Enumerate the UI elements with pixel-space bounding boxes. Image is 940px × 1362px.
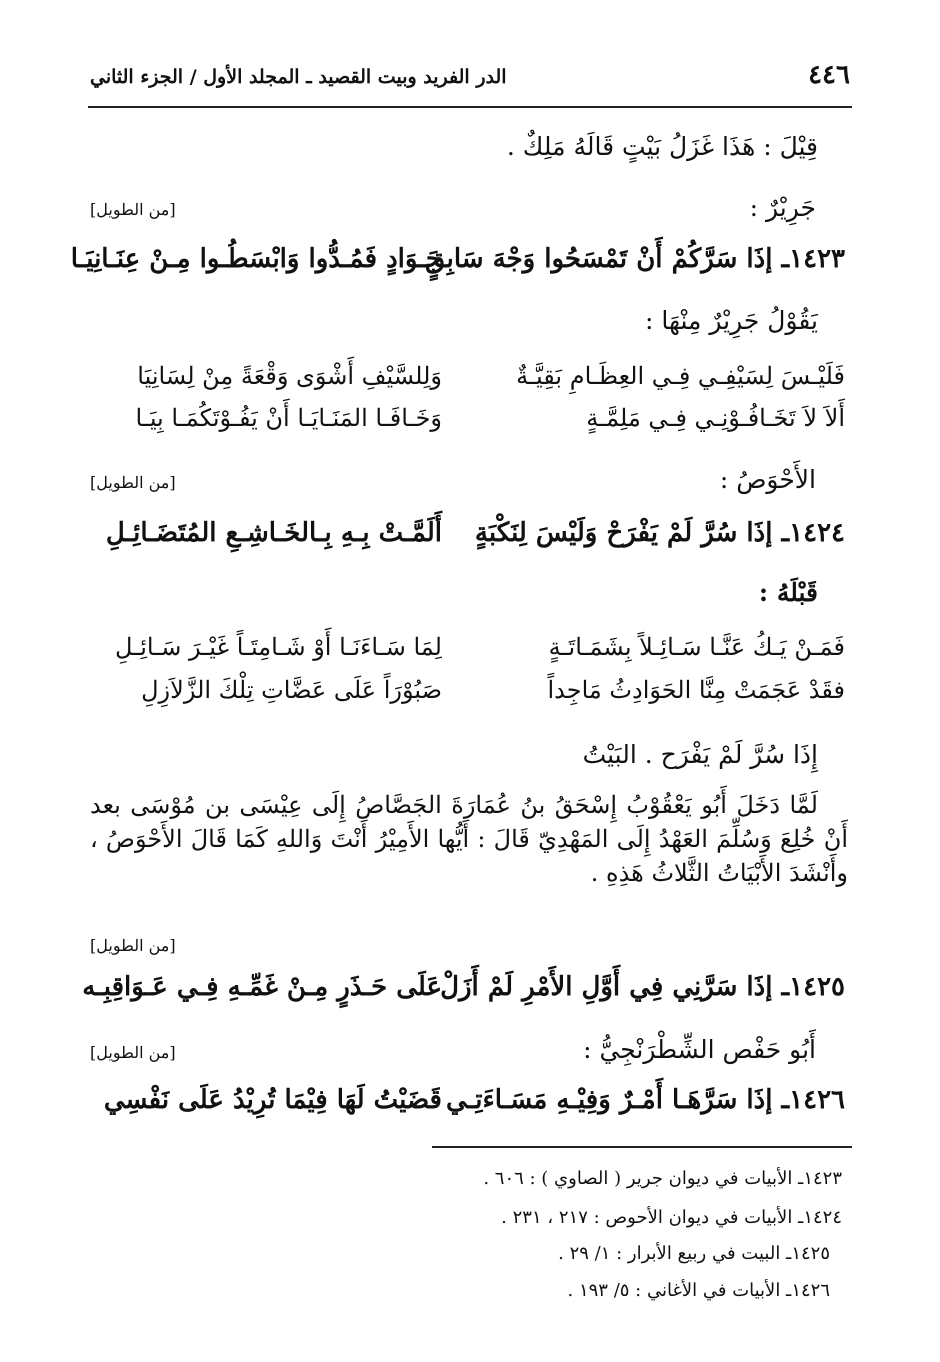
meter-label: [من الطويل] xyxy=(90,473,176,492)
narrative-paragraph xyxy=(90,788,848,890)
footnote: ١٤٢٣ـ الأبيات في ديوان جرير ( الصاوي ) : ٦٠٦ . xyxy=(483,1168,842,1189)
page-header xyxy=(90,60,850,100)
intro-line: قِيْلَ : هَذَا غَزَلُ بَيْتٍ قَالَهُ مَلِكٌ . xyxy=(506,132,818,161)
poet-name: جَرِيْرٌ : xyxy=(749,193,816,222)
footnote: ١٤٢٦ـ الأبيات في الأغاني : ٥/ ١٩٣ . xyxy=(567,1280,830,1301)
verse-1426-second-hemistich: قَضَيْتُ لَهَا فِيْمَا تُرِيْدُ عَلَى نَفْسِي xyxy=(103,1085,442,1115)
extra-verse-second: لِمَا سَـاءَنَـا أَوْ شَـامِتَـاً غَيْـرَ سَـائِـلِ xyxy=(115,633,442,661)
extra-verse-second: وَخَـافَـا المَنَـايَـا أَنْ يَفُـوْتَكُمَـا بِيَـا xyxy=(135,404,442,432)
poet-name: أَبُو حَفْص الشِّطْرَنْجِيُّ : xyxy=(583,1035,816,1064)
page-number: ٤٤٦ xyxy=(808,60,850,90)
verse-note: يَقُوْلُ جَرِيْرٌ مِنْهَا : xyxy=(644,306,818,335)
extra-verse-second: صَبُوْرَاً عَلَى عَضَّاتِ تِلْكَ الزَّلاَزِلِ xyxy=(141,676,442,704)
footnote: ١٤٢٥ـ البيت في ربيع الأبرار : ١/ ٢٩ . xyxy=(558,1243,830,1264)
verse-1424-second-hemistich: أَلَمَّـتْ بِـهِ بِـالخَـاشِـعِ المُتَضَـائِـلِ xyxy=(105,518,442,548)
verse-1425-second-hemistich: عَلَى حَـذَرٍ مِـنْ غَمِّـهِ فِـي عَـوَاقِبِـه xyxy=(82,972,442,1002)
meter-label: [من الطويل] xyxy=(90,200,176,219)
meter-label: [من الطويل] xyxy=(90,1043,176,1062)
meter-label: [من الطويل] xyxy=(90,936,176,955)
extra-verse-first: فَمَـنْ يَـكُ عَنَّـا سَـائِـلاً بِشَمَـاتَـةٍ xyxy=(548,633,845,661)
extra-verse-first: فَلَيْـسَ لِسَيْفِـي فِـي العِظَـامِ بَقِيَّـةٌ xyxy=(516,362,845,390)
extra-verse-second: وَلِلسَّيْفِ أَشْوَى وَقْعَةً مِنْ لِسَانِيَا xyxy=(137,362,442,390)
verse-note: قَبْلَهُ : xyxy=(758,578,818,607)
extra-verse-first: فقَدْ عَجَمَتْ مِنَّا الحَوَادِثُ مَاجِداً xyxy=(547,676,845,704)
header-rule xyxy=(88,106,852,108)
running-title: الدر الفريد وبيت القصيد ـ المجلد الأول / الجزء الثاني xyxy=(90,66,507,88)
verse-1423-first-hemistich: ١٤٢٣ـ إذَا سَرَّكُمْ أَنْ تَمْسَحُوا وَجْهَ سَابِقٍ xyxy=(424,244,845,274)
verse-1426-first-hemistich: ١٤٢٦ـ إذَا سَرَّهَـا أَمْـرٌ وَفِيْـهِ مَسَـاءَتِـي xyxy=(445,1085,845,1115)
verse-1424-first-hemistich: ١٤٢٤ـ إذَا سُرَّ لَمْ يَفْرَحْ وَلَيْسَ لِنَكْبَةٍ xyxy=(474,518,845,548)
verse-1425-first-hemistich: ١٤٢٥ـ إذَا سَرَّنِي فِي أَوَّلِ الأَمْرِ لَمْ أَزَلْ xyxy=(440,972,845,1002)
verse-1423-second-hemistich: جَـوَادٍ فَمُـدُّوا وَابْسَطُـوا مِـنْ عِنَـانِيَـا xyxy=(70,244,442,274)
footnote-rule xyxy=(432,1146,852,1148)
poet-name: الأَحْوَصُ : xyxy=(719,465,816,494)
narrative-text: لَمَّا دَخَلَ أَبُو يَعْقُوْبُ إِسْحَقُ بنُ عُمَارَةَ الجَصَّاصُ إِلَى عِيْسَى بن مُوْسَى بعد أَنْ خُلِعَ وَسُلِّمَ العَهْدُ إِلَى المَهْدِيّ قَالَ : أَيُّها الأَمِيْرُ أَنْتَ وَاللهِ كَمَا قَالَ الأَحْوَصُ ، وأَنْشَدَ الأَبْيَاتُ الثَّلاثُ هَذِهِ . xyxy=(90,791,848,887)
footnote: ١٤٢٤ـ الأبيات في ديوان الأحوص : ٢١٧ ، ٢٣١ . xyxy=(501,1207,842,1228)
extra-verse-first: أَلاَ لاَ تَخَـافُـوْنِـي فِـي مَلِمَّـةٍ xyxy=(586,404,845,432)
verse-after-note: إِذَا سُرَّ لَمْ يَفْرَح . البَيْتُ xyxy=(582,740,818,769)
